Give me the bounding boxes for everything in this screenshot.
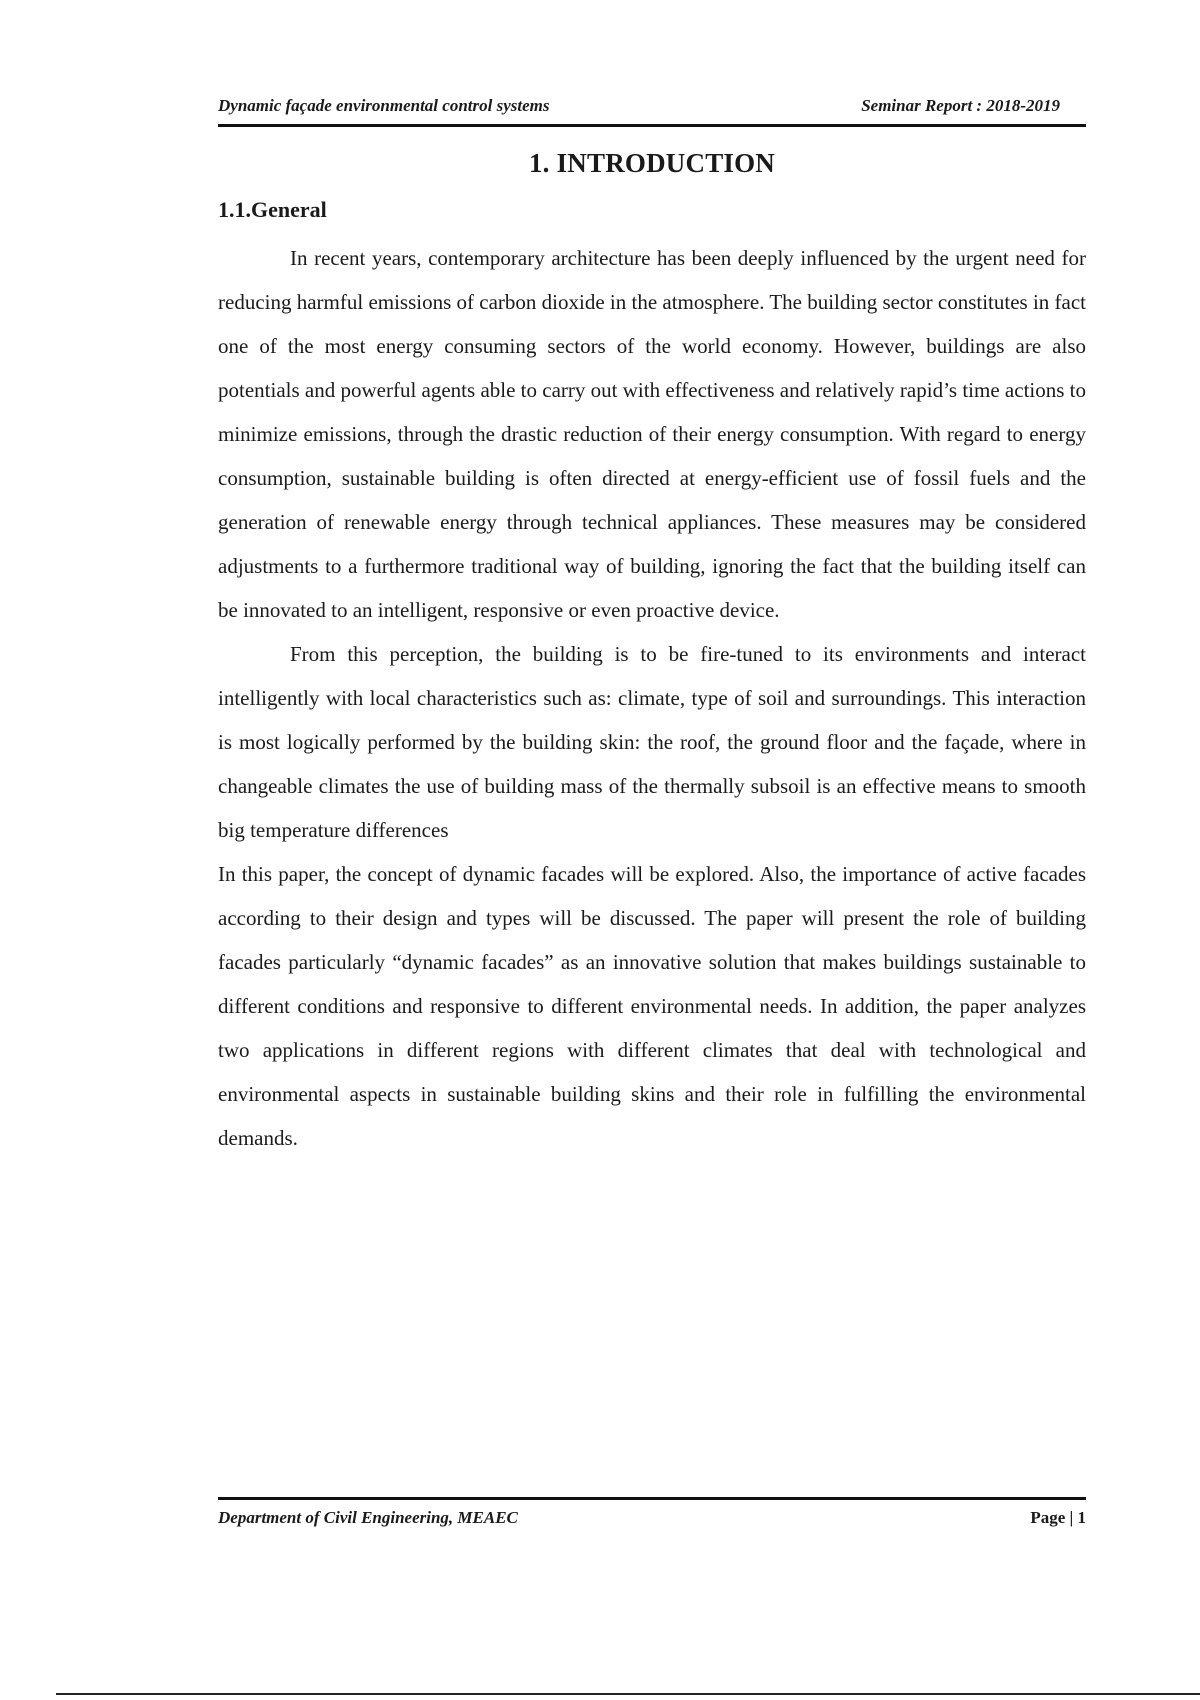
- page-footer: [218, 1508, 1086, 1534]
- footer-divider: [218, 1497, 1086, 1500]
- header-title: Dynamic façade environmental control systems: [218, 96, 550, 115]
- header-divider: [218, 124, 1086, 127]
- chapter-title: 1. INTRODUCTION: [528, 148, 776, 178]
- header-report: Seminar Report : 2018-2019: [861, 96, 1060, 115]
- footer-department: Department of Civil Engineering, MEAEC: [218, 1508, 518, 1527]
- page-header: [218, 96, 1086, 122]
- page-bottom-edge: [56, 1693, 1200, 1695]
- paragraph-3: In this paper, the concept of dynamic facades will be explored. Also, the importance of active facades according to their design and types will be discussed. The paper will present the role of building facades particularly “dynamic facades” as an innovative solution that makes buildings sustainable to different conditions and responsive to different environmental needs. In addition, the paper analyzes two applications in different regions with different climates that deal with technological and environmental aspects in sustainable building skins and their role in fulfilling the environmental demands.: [218, 862, 1086, 1150]
- body-text: [218, 236, 1086, 1160]
- paragraph-1: In recent years, contemporary architecture has been deeply influenced by the urgent need for reducing harmful emissions of carbon dioxide in the atmosphere. The building sector constitutes in fact one of the most energy consuming sectors of the world economy. However, buildings are also potentials and powerful agents able to carry out with effectiveness and relatively rapid’s time actions to minimize emissions, through the drastic reduction of their energy consumption. With regard to energy consumption, sustainable building is often directed at energy-efficient use of fossil fuels and the generation of renewable energy through technical appliances. These measures may be considered adjustments to a furthermore traditional way of building, ignoring the fact that the building itself can be innovated to an intelligent, responsive or even proactive device.: [218, 246, 1086, 622]
- section-heading: 1.1.General: [218, 197, 327, 222]
- page-number: Page | 1: [1030, 1508, 1086, 1527]
- paragraph-2: From this perception, the building is to be fire-tuned to its environments and interact intelligently with local characteristics such as: climate, type of soil and surroundings. This interaction is most logically performed by the building skin: the roof, the ground floor and the façade, where in changeable climates the use of building mass of the thermally subsoil is an effective means to smooth big temperature differences: [218, 642, 1086, 842]
